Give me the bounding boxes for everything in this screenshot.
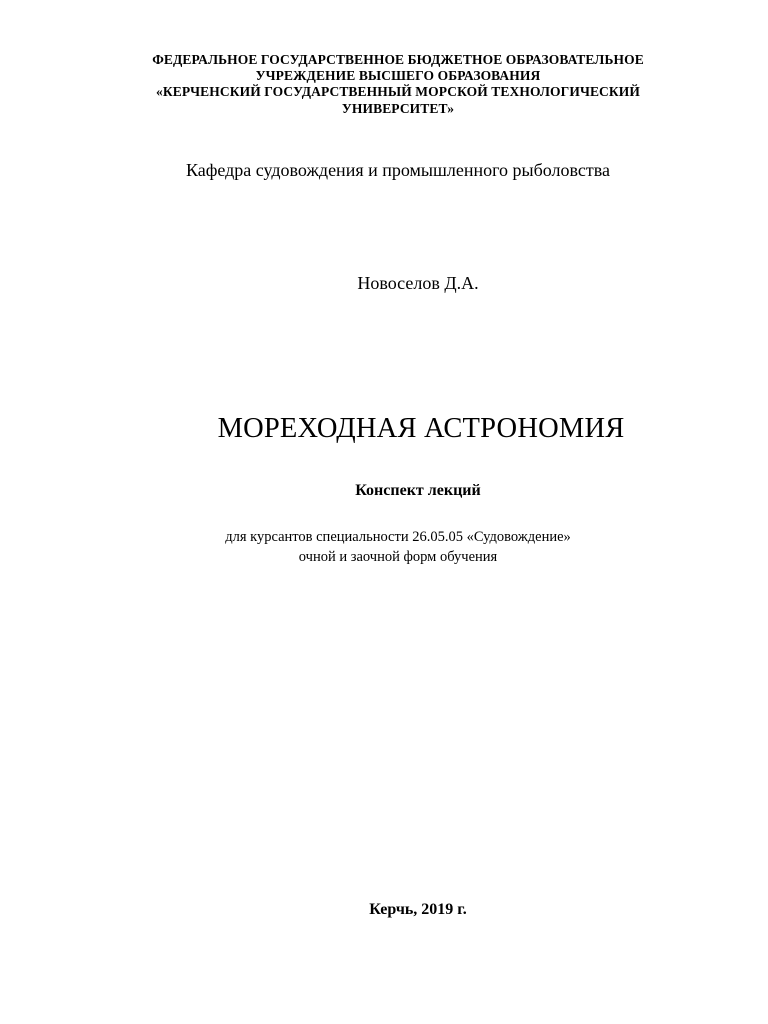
document-subtitle: Конспект лекций (355, 482, 481, 499)
author-name: Новоселов Д.А. (357, 273, 479, 293)
institution-line-3: «КЕРЧЕНСКИЙ ГОСУДАРСТВЕННЫЙ МОРСКОЙ ТЕХНОЛОГИЧЕСКИЙ (155, 84, 640, 99)
institution-line-2: УЧРЕЖДЕНИЕ ВЫСШЕГО ОБРАЗОВАНИЯ (255, 68, 541, 83)
audience-line-2: очной и заочной форм обучения (298, 549, 498, 565)
audience-line-1: для курсантов специальности 26.05.05 «Судовождение» (225, 529, 571, 545)
place-and-year: Керчь, 2019 г. (369, 901, 467, 918)
department-name: Кафедра судовождения и промышленного рыболовства (185, 160, 611, 180)
institution-line-1: ФЕДЕРАЛЬНОЕ ГОСУДАРСТВЕННОЕ БЮДЖЕТНОЕ ОБРАЗОВАТЕЛЬНОЕ (152, 52, 644, 67)
institution-line-4: УНИВЕРСИТЕТ» (341, 101, 455, 116)
document-title: МОРЕХОДНАЯ АСТРОНОМИЯ (217, 413, 625, 444)
